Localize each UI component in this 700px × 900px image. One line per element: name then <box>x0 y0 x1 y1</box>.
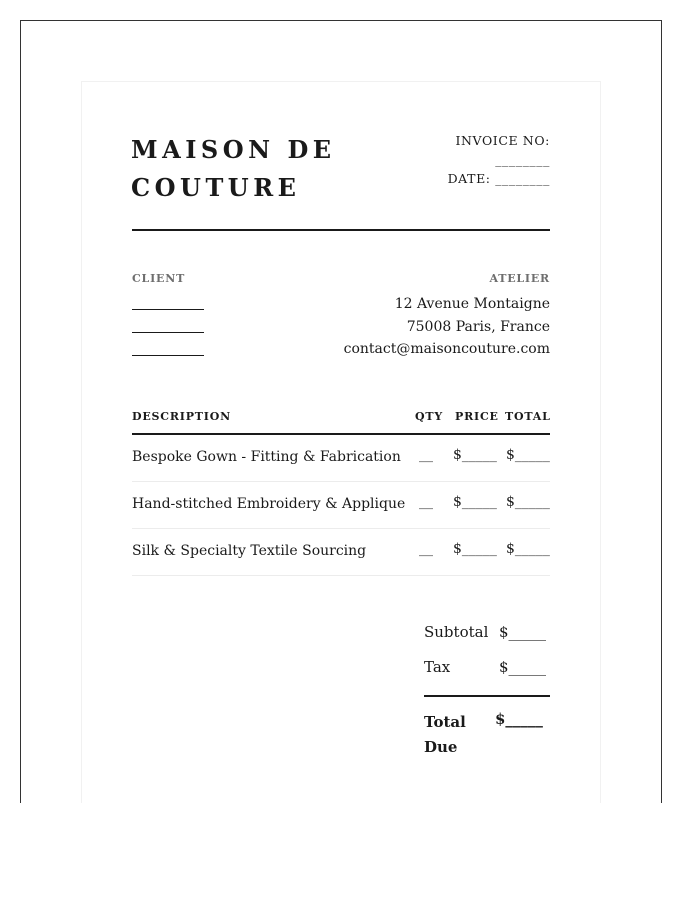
atelier-address-line1: 12 Avenue Montaigne <box>394 296 550 312</box>
tax-value: $_____ <box>499 658 547 676</box>
row-qty: __ <box>419 541 433 557</box>
invoice-date-label: DATE: <box>447 171 491 186</box>
total-due-value: $_____ <box>495 710 543 728</box>
client-blank-line-3 <box>132 355 204 356</box>
tax-label: Tax <box>424 658 451 676</box>
column-header-total: TOTAL <box>505 410 551 423</box>
row-total: $_____ <box>506 494 550 510</box>
atelier-address <box>344 293 550 361</box>
client-blank-line-1 <box>132 309 204 310</box>
atelier-heading: ATELIER <box>489 272 550 285</box>
invoice-number-value: ________ <box>495 152 550 167</box>
column-header-qty: QTY <box>415 410 444 423</box>
row-total: $_____ <box>506 541 550 557</box>
invoice-date <box>448 169 550 188</box>
header-divider <box>132 229 550 231</box>
table-row <box>132 435 550 482</box>
invoice-date-value: ________ <box>495 171 550 186</box>
table-row <box>132 529 550 576</box>
brand-title: MAISON DE COUTURE <box>131 135 336 202</box>
invoice-meta <box>448 131 550 188</box>
row-description: Bespoke Gown - Fitting & Fabrication <box>132 449 401 465</box>
row-description: Silk & Specialty Textile Sourcing <box>132 543 367 559</box>
row-qty: __ <box>419 447 433 463</box>
client-blank-line-2 <box>132 332 204 333</box>
atelier-email: contact@maisoncouture.com <box>343 341 550 357</box>
table-row <box>132 482 550 529</box>
column-header-description: DESCRIPTION <box>132 410 231 423</box>
row-price: $_____ <box>453 541 497 557</box>
subtotal-label: Subtotal <box>424 623 489 641</box>
total-divider <box>424 695 550 697</box>
row-price: $_____ <box>453 447 497 463</box>
row-qty: __ <box>419 494 433 510</box>
client-heading: CLIENT <box>132 272 186 285</box>
invoice-number-label: INVOICE NO: <box>455 133 550 148</box>
subtotal-value: $_____ <box>499 623 547 641</box>
row-price: $_____ <box>453 494 497 510</box>
row-total: $_____ <box>506 447 550 463</box>
total-due-label: Total Due <box>424 713 466 756</box>
column-header-price: PRICE <box>455 410 499 423</box>
row-description: Hand-stitched Embroidery & Applique <box>132 496 406 512</box>
atelier-address-line2: 75008 Paris, France <box>406 318 550 335</box>
